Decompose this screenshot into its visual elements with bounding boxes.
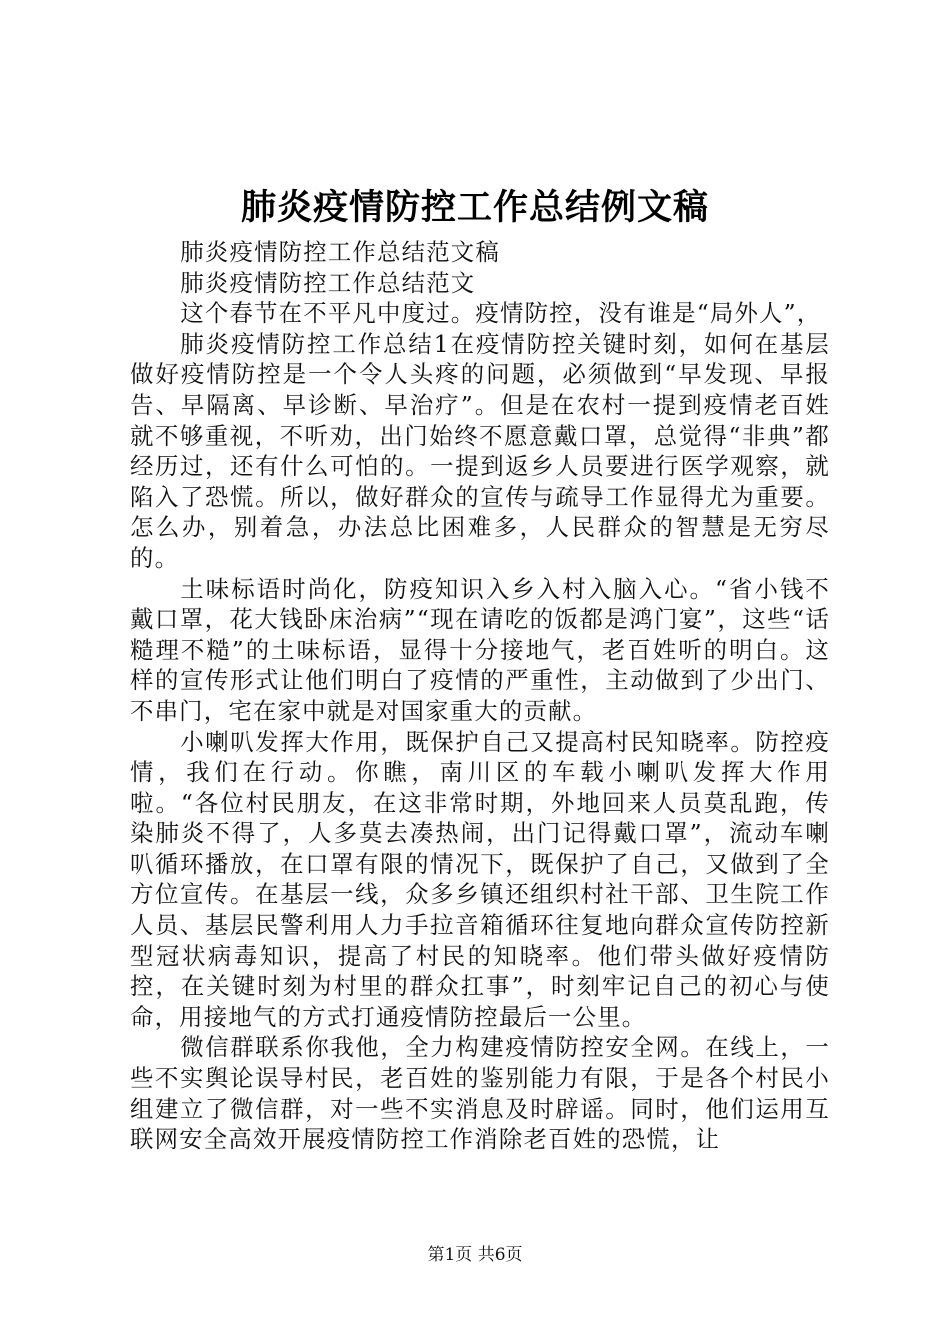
paragraph-intro: 这个春节在不平凡中度过。疫情防控，没有谁是“局外人”，: [180, 299, 822, 328]
paragraph-summary-1: 肺炎疫情防控工作总结1在疫情防控关键时刻，如何在基层做好疫情防控是一个令人头疼的问题，必须做到“早发现、早报告、早隔离、早诊断、早治疗”。但是在农村一提到疫情老百姓就不够重视，不听劝，出门始终不愿意戴口罩，总觉得“非典”都经历过，还有什么可怕的。一提到返乡人员要进行医学观察，就陷入了恐慌。所以，做好群众的宣传与疏导工作显得尤为重要。怎么办，别着急，办法总比困难多，人民群众的智慧是无穷尽的。: [130, 329, 830, 572]
paragraph-wechat: 微信群联系你我他，全力构建疫情防控安全网。在线上，一些不实舆论误导村民，老百姓的鉴别能力有限，于是各个村民小组建立了微信群，对一些不实消息及时辟谣。同时，他们运用互联网安全高效开展疫情防控工作消除老百姓的恐慌，让: [130, 1033, 830, 1154]
page-footer: 第1页 共6页: [427, 1245, 523, 1265]
paragraph-loudspeaker: 小喇叭发挥大作用，既保护自己又提高村民知晓率。防控疫情，我们在行动。你瞧，南川区的车载小喇叭发挥大作用啦。“各位村民朋友，在这非常时期，外地回来人员莫乱跑，传染肺炎不得了，人多莫去凑热闹，出门记得戴口罩”，流动车喇叭循环播放，在口罩有限的情况下，既保护了自己，又做到了全方位宣传。在基层一线，众多乡镇还组织村社干部、卫生院工作人员、基层民警利用人力手拉音箱循环往复地向群众宣传防控新型冠状病毒知识，提高了村民的知晓率。他们带头做好疫情防控，在关键时刻为村里的群众扛事”，时刻牢记自己的初心与使命，用接地气的方式打通疫情防控最后一公里。: [130, 727, 830, 1031]
paragraph-subtitle-1: 肺炎疫情防控工作总结范文稿: [180, 238, 500, 266]
document-body: [130, 237, 830, 1155]
paragraph-subtitle-2: 肺炎疫情防控工作总结范文: [180, 268, 476, 297]
paragraph-slogans: 土味标语时尚化，防疫知识入乡入村入脑入心。“省小钱不戴口罩，花大钱卧床治病”“现在请吃的饭都是鸿门宴”，这些“话糙理不糙”的土味标语，显得十分接地气，老百姓听的明白。这样的宣传形式让他们明白了疫情的严重性，主动做到了少出门、不串门，宅在家中就是对国家重大的贡献。: [130, 574, 830, 725]
document-title: 肺炎疫情防控工作总结例文稿: [240, 187, 709, 228]
